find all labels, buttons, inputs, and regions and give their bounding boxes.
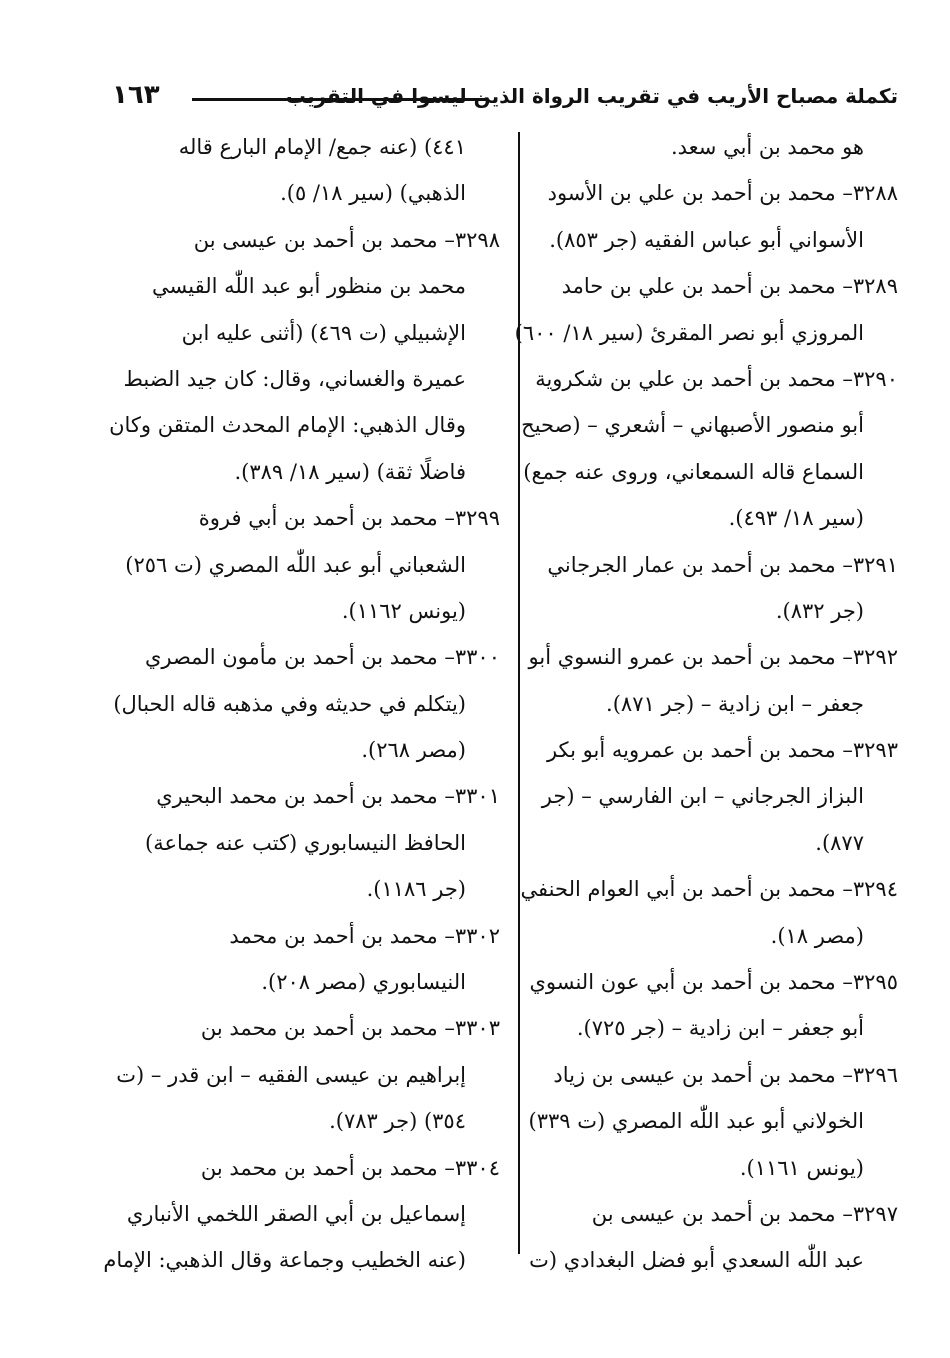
page-header: [112, 80, 898, 120]
page-number: ١٦٣: [112, 80, 160, 110]
entry-continuation-line: ٤٤١) (عنه جمع/ الإمام البارع قاله: [178, 135, 466, 159]
entry-continuation-line: الخولاني أبو عبد اللّٰه المصري (ت ٣٣٩): [528, 1109, 864, 1134]
entry-start-line: ٣٢٨٨– محمد بن أحمد بن علي بن الأسود: [547, 181, 898, 206]
entry-start-line: ٣٢٩٧– محمد بن أحمد بن عيسى بن: [591, 1201, 898, 1226]
entry-continuation-line: أبو منصور الأصبهاني – أشعري – (صحيح: [521, 413, 864, 438]
entry-continuation-line: (سير ١٨/ ٤٩٣).: [728, 506, 864, 531]
entry-continuation-line: ٣٥٤) (جر ٧٨٣).: [329, 1109, 466, 1134]
entry-start-line: ٣٢٩٥– محمد بن أحمد بن أبي عون النسوي: [529, 970, 898, 995]
entry-continuation-line: وقال الذهبي: الإمام المحدث المتقن وكان: [109, 413, 466, 438]
entry-start-line: ٣٢٩٤– محمد بن أحمد بن أبي العوام الحنفي: [520, 877, 898, 902]
entry-continuation-line: (جر ٨٣٢).: [775, 598, 864, 623]
right-column: [514, 124, 898, 1284]
entry-continuation-line: السماع قاله السمعاني، وروى عنه جمع): [523, 459, 864, 484]
entry-continuation-line: إبراهيم بن عيسى الفقيه – ابن قدر – (ت: [116, 1062, 466, 1087]
entry-continuation-line: جعفر – ابن زادية – (جر ٨٧١).: [606, 691, 864, 716]
entry-start-line: ٣٢٨٩– محمد بن أحمد بن علي بن حامد: [561, 274, 898, 299]
entry-continuation-line: فاضلًا ثقة) (سير ١٨/ ٣٨٩).: [234, 459, 466, 484]
entry-continuation-line: (عنه الخطيب وجماعة وقال الذهبي: الإمام: [103, 1248, 466, 1273]
entry-continuation-line: البزاز الجرجاني – ابن الفارسي – (جر: [541, 784, 864, 809]
entry-start-line: ٣٣٠٢– محمد بن أحمد بن محمد: [229, 923, 500, 948]
entry-continuation-line: (مصر ١٨).: [770, 923, 864, 948]
entry-continuation-line: ٨٧٧).: [815, 830, 864, 855]
entry-start-line: ٣٢٩١– محمد بن أحمد بن عمار الجرجاني: [547, 552, 898, 577]
entry-continuation-line: النيسابوري (مصر ٢٠٨).: [261, 970, 466, 995]
entry-start-line: ٣٢٩٩– محمد بن أحمد بن أبي فروة: [198, 506, 500, 531]
column-divider: [518, 132, 520, 1254]
entry-continuation-line: الذهبي) (سير ١٨/ ٥).: [280, 181, 466, 206]
entry-continuation-line: (يتكلم في حديثه وفي مذهبه قاله الحبال): [113, 691, 466, 716]
running-title: تكملة مصباح الأريب في تقريب الرواة الذين ليسوا في التقريب: [285, 84, 898, 108]
entry-continuation-line: الأسواني أبو عباس الفقيه (جر ٨٥٣).: [549, 227, 864, 252]
entry-start-line: ٣٢٩٦– محمد بن أحمد بن عيسى بن زياد: [553, 1062, 898, 1087]
entry-continuation-line: الحافظ النيسابوري (كتب عنه جماعة): [145, 830, 466, 855]
entry-continuation-line: (يونس ١١٦١).: [739, 1155, 864, 1180]
left-column: [103, 124, 500, 1284]
entry-start-line: ٣٢٩٣– محمد بن أحمد بن عمرويه أبو بكر: [546, 738, 898, 763]
entry-start-line: ٣٢٩٠– محمد بن أحمد بن علي بن شكروية: [535, 366, 898, 391]
entry-continuation-line: (جر ١١٨٦).: [366, 877, 466, 902]
entry-continuation-line: هو محمد بن أبي سعد.: [670, 135, 864, 159]
entry-continuation-line: (مصر ٢٦٨).: [361, 738, 466, 763]
entry-start-line: ٣٣٠٤– محمد بن أحمد بن محمد بن: [200, 1155, 500, 1180]
entry-continuation-line: أبو جعفر – ابن زادية – (جر ٧٢٥).: [576, 1016, 864, 1041]
entry-start-line: ٣٣٠١– محمد بن أحمد بن محمد البحيري: [156, 784, 500, 809]
entry-continuation-line: محمد بن منظور أبو عبد اللّٰه القيسي: [152, 274, 466, 299]
entry-continuation-line: إسماعيل بن أبي الصقر اللخمي الأنباري: [126, 1201, 466, 1226]
entry-start-line: ٣٣٠٣– محمد بن أحمد بن محمد بن: [200, 1016, 500, 1041]
entry-continuation-line: المروزي أبو نصر المقرئ (سير ١٨/ ٦٠٠): [514, 320, 864, 345]
entry-continuation-line: الإشبيلي (ت ٤٦٩) (أثنى عليه ابن: [181, 320, 466, 345]
entry-continuation-line: عميرة والغساني، وقال: كان جيد الضبط: [123, 366, 466, 391]
entry-continuation-line: عبد اللّٰه السعدي أبو فضل البغدادي (ت: [529, 1248, 864, 1273]
entry-start-line: ٣٢٩٢– محمد بن أحمد بن عمرو النسوي أبو: [528, 645, 898, 670]
entry-continuation-line: الشعباني أبو عبد اللّٰه المصري (ت ٢٥٦): [125, 552, 466, 577]
entry-start-line: ٣٣٠٠– محمد بن أحمد بن مأمون المصري: [144, 645, 500, 670]
entry-continuation-line: (يونس ١١٦٢).: [341, 598, 466, 623]
entry-start-line: ٣٢٩٨– محمد بن أحمد بن عيسى بن: [193, 227, 500, 252]
header-rule: [192, 98, 488, 101]
